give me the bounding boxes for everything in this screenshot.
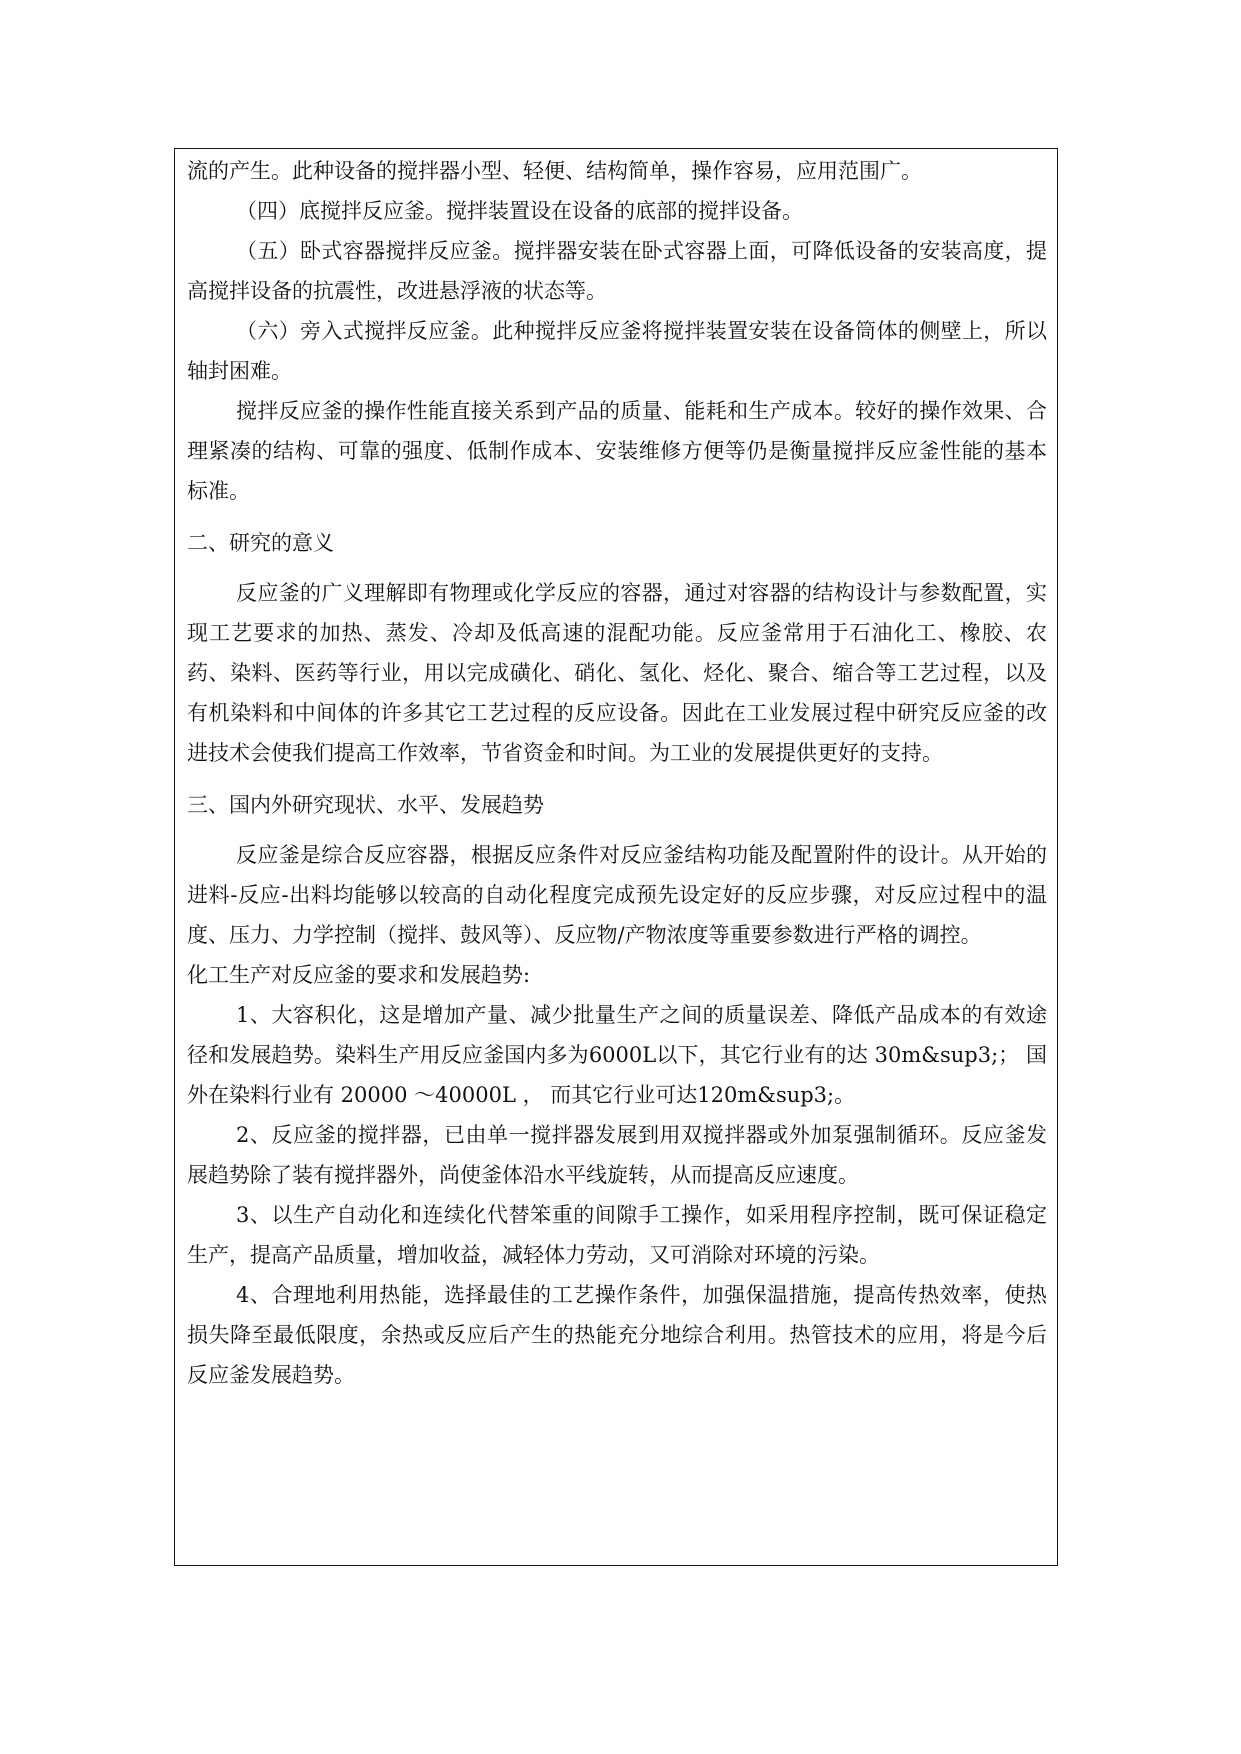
- document-content: [187, 151, 1047, 1395]
- paragraph-performance: 搅拌反应釜的操作性能直接关系到产品的质量、能耗和生产成本。较好的操作效果、合理紧凑的结构、可靠的强度、低制作成本、安装维修方便等仍是衡量搅拌反应釜性能的基本标准。: [187, 399, 1047, 503]
- trend-item-2: 2、反应釜的搅拌器，已由单一搅拌器发展到用双搅拌器或外加泵强制循环。反应釜发展趋势除了装有搅拌器外，尚使釜体沿水平线旋转，从而提高反应速度。: [187, 1123, 1047, 1187]
- paragraph-type-6: （六）旁入式搅拌反应釜。此种搅拌反应釜将搅拌装置安装在设备筒体的侧壁上，所以轴封困难。: [187, 319, 1047, 383]
- section-2-heading: 二、研究的意义: [187, 531, 334, 555]
- trend-item-4: 4、合理地利用热能，选择最佳的工艺操作条件，加强保温措施，提高传热效率，使热损失降至最低限度，余热或反应后产生的热能充分地综合利用。热管技术的应用，将是今后反应釜发展趋势。: [187, 1283, 1047, 1387]
- trend-item-3: 3、以生产自动化和连续化代替笨重的间隙手工操作，如采用程序控制，既可保证稳定生产，提高产品质量，增加收益，减轻体力劳动，又可消除对环境的污染。: [187, 1203, 1047, 1267]
- trend-item-1: 1、大容积化，这是增加产量、减少批量生产之间的质量误差、降低产品成本的有效途径和发展趋势。染料生产用反应釜国内多为6000L以下，其它行业有的达 30m&sup3;； 国外在染料行业有 20000 ～40000L ， 而其它行业可达120m&sup3;。: [187, 1003, 1047, 1107]
- paragraph-type-5: （五）卧式容器搅拌反应釜。搅拌器安装在卧式容器上面，可降低设备的安装高度，提高搅拌设备的抗震性，改进悬浮液的状态等。: [187, 239, 1047, 303]
- paragraph-continuation: 流的产生。此种设备的搅拌器小型、轻便、结构简单，操作容易，应用范围广。: [187, 159, 922, 183]
- document-frame: [174, 148, 1058, 1566]
- section-2-paragraph: 反应釜的广义理解即有物理或化学反应的容器，通过对容器的结构设计与参数配置，实现工艺要求的加热、蒸发、冷却及低高速的混配功能。反应釜常用于石油化工、橡胶、农药、染料、医药等行业，用以完成磺化、硝化、氢化、烃化、聚合、缩合等工艺过程，以及有机染料和中间体的许多其它工艺过程的反应设备。因此在工业发展过程中研究反应釜的改进技术会使我们提高工作效率，节省资金和时间。为工业的发展提供更好的支持。: [187, 581, 1047, 765]
- section-3-subheading: 化工生产对反应釜的要求和发展趋势:: [187, 963, 531, 987]
- paragraph-type-4: （四）底搅拌反应釜。搅拌装置设在设备的底部的搅拌设备。: [236, 199, 803, 223]
- section-3-heading: 三、国内外研究现状、水平、发展趋势: [187, 793, 544, 817]
- section-3-intro: 反应釜是综合反应容器，根据反应条件对反应釜结构功能及配置附件的设计。从开始的进料-反应-出料均能够以较高的自动化程度完成预先设定好的反应步骤，对反应过程中的温度、压力、力学控制（搅拌、鼓风等）、反应物/产物浓度等重要参数进行严格的调控。: [187, 843, 1047, 947]
